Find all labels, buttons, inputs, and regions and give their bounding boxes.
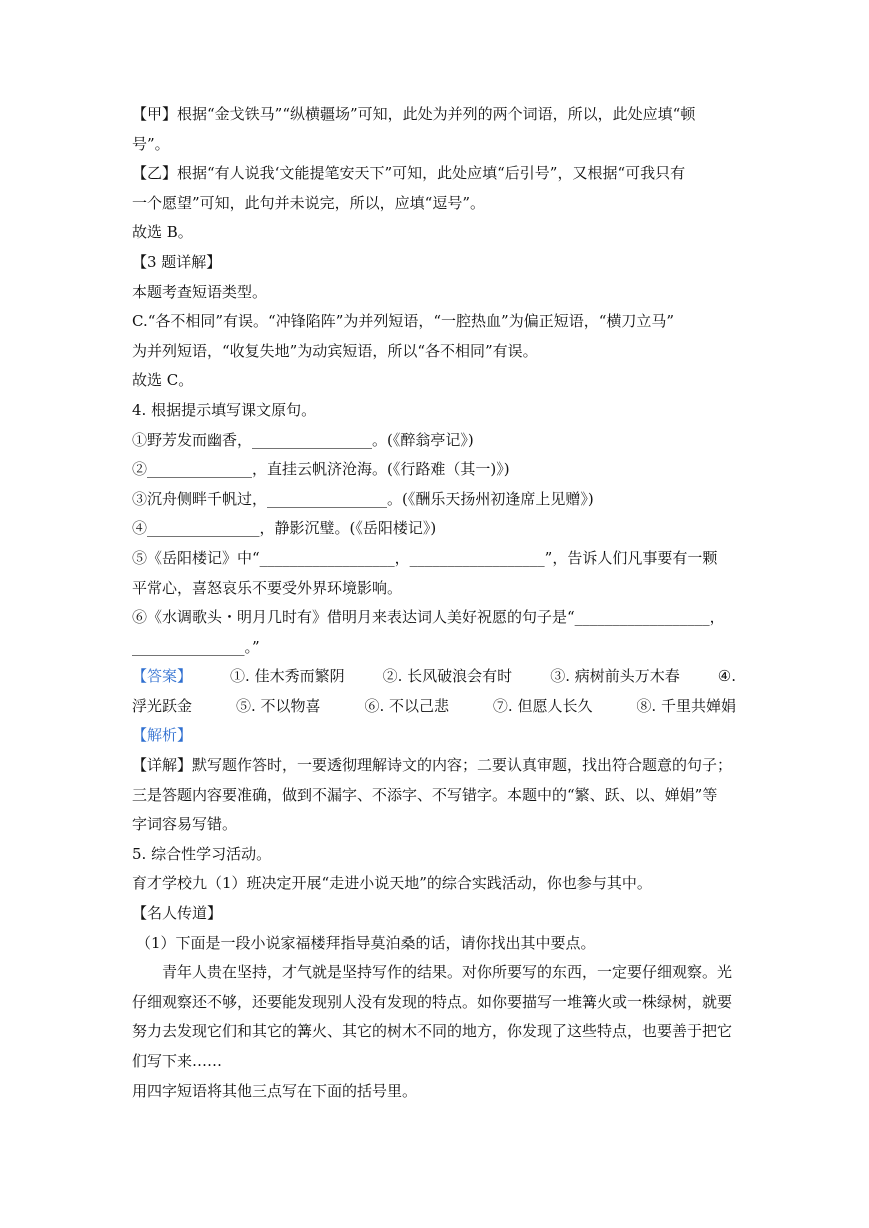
answer-row	[132, 662, 736, 692]
answer-item: ⑤. 不以物喜	[235, 696, 321, 715]
text-line: 【详解】默写题作答时，一要透彻理解诗文的内容；二要认真审题，找出符合题意的句子；	[132, 756, 733, 775]
question-title: 4. 根据提示填写课文原句。	[132, 400, 317, 419]
question-item: ②______________，直挂云帆济沧海。(《行路难（其一)》)	[132, 460, 510, 479]
text-line: 【乙】根据“有人说我‘文能提笔安天下”可知，此处应填“后引号”，又根据“可我只有	[132, 164, 686, 183]
answer-item: ⑧. 千里共婵娟	[636, 696, 736, 715]
text-line: 【甲】根据“金戈铁马”“纵横疆场”可知，此处为并列的两个词语，所以，此处应填“顿	[132, 105, 696, 123]
text-line: 本题考查短语类型。	[132, 282, 268, 301]
text-line: 为并列短语，“收复失地”为动宾短语，所以“各不相同”有误。	[132, 341, 538, 360]
answer-item: ②. 长风破浪会有时	[382, 667, 513, 686]
quote-line: 努力去发现它们和其它的篝火、其它的树木不同的地方，你发现了这些特点，也要善于把它	[132, 1022, 733, 1041]
answer-item: 浮光跃金	[132, 696, 193, 715]
question-title: 5. 综合性学习活动。	[132, 844, 272, 863]
text-line: C.“各不相同”有误。“冲锋陷阵”为并列短语，“一腔热血”为偏正短语，“横刀立马”	[132, 312, 675, 331]
answer-row	[132, 692, 736, 722]
text-line: 育才学校九（1）班决定开展“走进小说天地”的综合实践活动，你也参与其中。	[132, 874, 652, 893]
answer-item: ⑦. 但愿人长久	[492, 696, 593, 715]
text-line: 三是答题内容要准确，做到不漏字、不添字、不写错字。本题中的“繁、跃、以、婵娟”等	[132, 785, 718, 804]
quote-line: 青年人贵在坚持，才气就是坚持写作的结果。对你所要写的东西，一定要仔细观察。光	[162, 963, 733, 982]
question-item: ④_______________，静影沉璧。(《岳阳楼记》)	[132, 519, 437, 538]
quote-line: 们写下来……	[132, 1052, 223, 1070]
answer-item: ①. 佳木秀而繁阴	[230, 667, 345, 686]
section-heading: 【3 题详解】	[132, 252, 222, 271]
question-item: ⑤《岳阳楼记》中“__________________，__________________”，告诉人们凡事要有一颗	[132, 548, 718, 567]
answer-item: ④.	[717, 667, 736, 686]
text-line: 号”。	[132, 134, 170, 153]
answer-item: ③. 病树前头万木春	[550, 667, 680, 686]
document-page	[132, 100, 740, 1106]
text-line: （1）下面是一段小说家福楼拜指导莫泊桑的话，请你找出其中要点。	[136, 933, 596, 952]
text-line: 故选 C。	[132, 371, 194, 390]
answer-label: 【答案】	[132, 667, 193, 686]
text-line: 字词容易写错。	[132, 815, 238, 834]
question-item: ③沉舟侧畔千帆过，________________。(《酬乐天扬州初逢席上见赠》)	[132, 489, 594, 508]
quote-line: 仔细观察还不够，还要能发现别人没有发现的特点。如你要描写一堆篝火或一株绿树，就要	[132, 992, 733, 1011]
text-line: 用四字短语将其他三点写在下面的括号里。	[132, 1081, 418, 1100]
text-line: 故选 B。	[132, 223, 193, 242]
question-item: ⑥《水调歌头・明月几时有》借明月来表达词人美好祝愿的句子是“__________________，	[132, 608, 725, 627]
text-line: 平常心，喜怒哀乐不要受外界环境影响。	[132, 578, 403, 597]
question-item: ①野芳发而幽香，________________。(《醉翁亭记》)	[132, 430, 474, 449]
text-line: 一个愿望”可知，此句并未说完，所以，应填“逗号”。	[132, 193, 486, 212]
analysis-label: 【解析】	[132, 726, 193, 745]
answer-item: ⑥. 不以己悲	[364, 696, 449, 715]
text-line: _______________。”	[132, 637, 260, 656]
section-heading: 【名人传道】	[132, 904, 223, 923]
